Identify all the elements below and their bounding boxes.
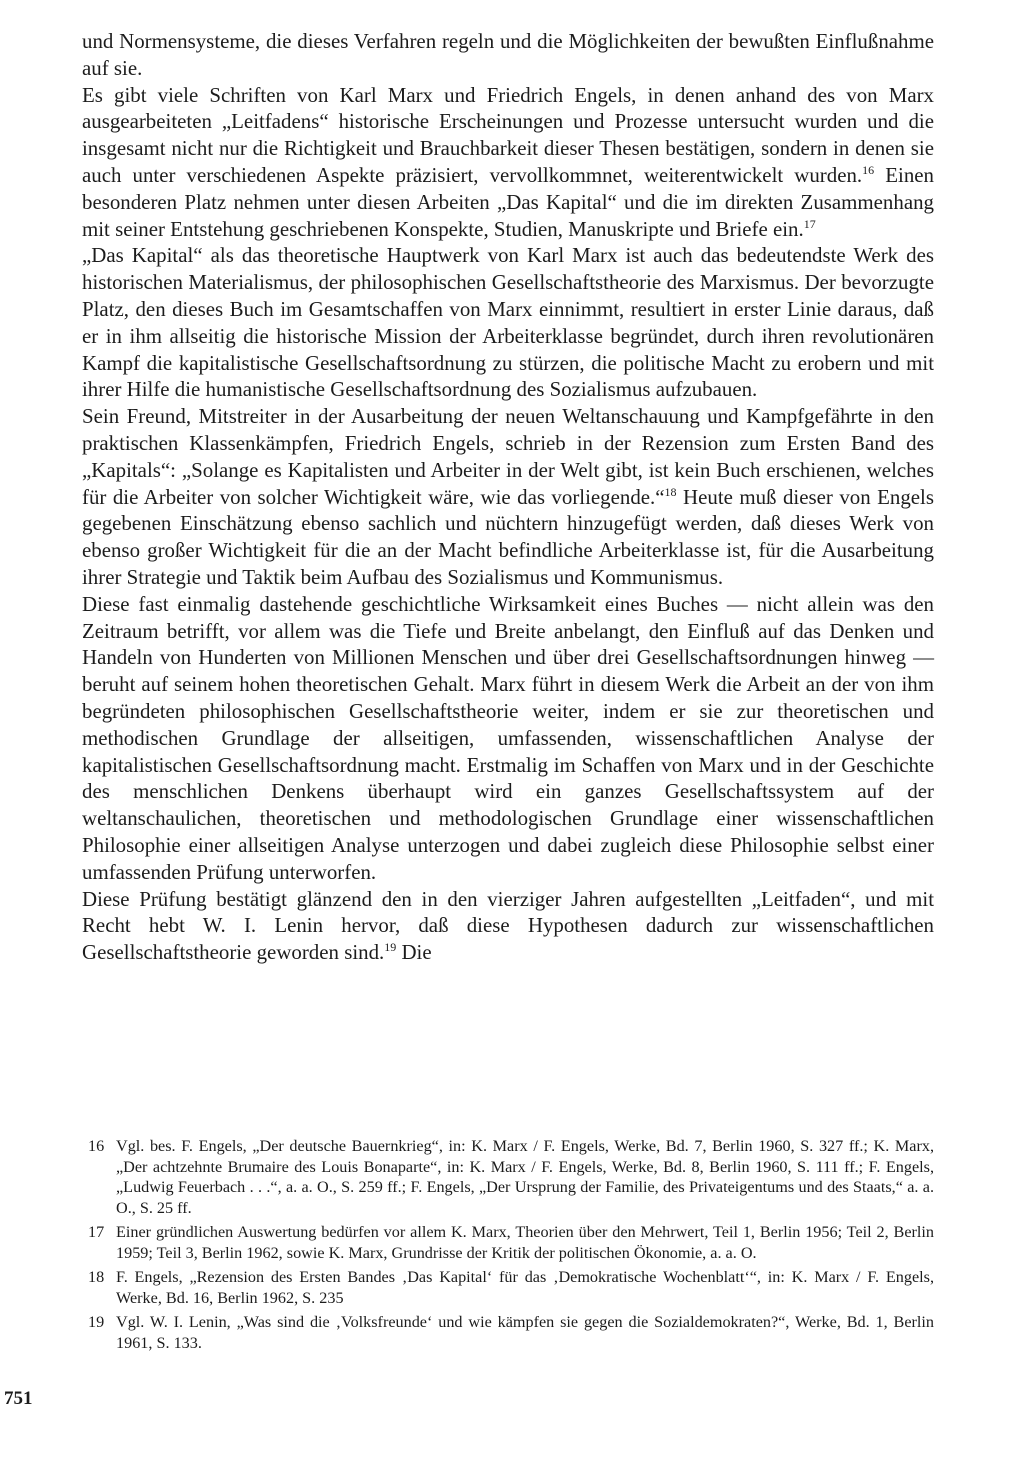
footnote-number: 18 [88,1268,105,1286]
footnote [88,1312,934,1353]
footnote-text: Vgl. bes. F. Engels, „Der deutsche Bauernkrieg“, in: K. Marx / F. Engels, Werke, Bd. 7, Berlin 1960, S. 327 ff.; K. Marx, „Der achtzehnte Brumaire des Louis Bonaparte“, in: K. Marx / F. Engels, Werke, Bd. 8, Berlin 1960, S. 111 ff.; F. Engels, „Ludwig Feuerbach . . .“, a. a. O., S. 259 ff.; F. Engels, „Der Ursprung der Familie, des Privateigentums und des Staats,“ a. a. O., S. 25 ff. [116,1137,934,1217]
footnote-number: 19 [88,1313,105,1331]
paragraph-text: „Das Kapital“ als das theoretische Hauptwerk von Karl Marx ist auch das bedeutendste Werk des historischen Materialismus, der philosophischen Gesellschaftstheorie des Marxismus. Der bevorzugte Platz, den dieses Buch im Gesamtschaffen von Marx einnimmt, resultiert in erster Linie daraus, daß er in ihm allseitig die historische Mission der Arbeiterklasse begründet, durch ihren revolutionären Kampf die kapitalistische Gesellschaftsordnung zu stürzen, die politische Macht zu erobern und mit ihrer Hilfe die humanistische Gesellschaftsordnung des Sozialismus aufzubauen. [82,243,934,402]
paragraph [82,82,934,243]
footnote-marker: 16 [862,162,875,177]
paragraph [82,242,934,403]
paragraph-text: Die [396,940,432,965]
footnote-number: 16 [88,1137,105,1155]
footnote-text: Vgl. W. I. Lenin, „Was sind die ‚Volksfreunde‘ und wie kämpfen sie gegen die Sozialdemokraten?“, Werke, Bd. 1, Berlin 1961, S. 133. [116,1313,934,1352]
paragraph [82,591,934,886]
page-body [82,28,934,966]
paragraph-text: und Normensysteme, die dieses Verfahren regeln und die Möglichkeiten der bewußten Einflußnahme auf sie. [82,29,934,80]
footnote-text: F. Engels, „Rezension des Ersten Bandes ‚Das Kapital‘ für das ‚Demokratische Wochenblatt‘“, in: K. Marx / F. Engels, Werke, Bd. 16, Berlin 1962, S. 235 [116,1268,934,1307]
paragraph [82,403,934,591]
paragraph-text: Es gibt viele Schriften von Karl Marx und Friedrich Engels, in denen anhand des von Marx ausgearbeiteten „Leitfadens“ historische Erscheinungen und Prozesse untersucht wurden und die insgesamt nicht nur die Richtigkeit und Brauchbarkeit dieser Thesen bestätigen, sondern in denen sie auch unter verschiedenen Aspekte präzisiert, vervollkommnet, weiterentwickelt wurden. [82,82,934,187]
footnotes [88,1136,934,1357]
paragraph [82,28,934,82]
footnote-text: Einer gründlichen Auswertung bedürfen vor allem K. Marx, Theorien über den Mehrwert, Teil 1, Berlin 1956; Teil 2, Berlin 1959; Teil 3, Berlin 1962, sowie K. Marx, Grundrisse der Kritik der politischen Ökonomie, a. a. O. [116,1223,934,1262]
paragraph-text: Diese Prüfung bestätigt glänzend den in den vierziger Jahren aufgestellten „Leitfaden“, und mit Recht hebt W. I. Lenin hervor, daß diese Hypothesen dadurch zur wissenschaftlichen Gesellschaftstheorie geworden sind. [82,886,934,965]
footnote-number: 17 [88,1223,105,1241]
paragraph [82,886,934,966]
paragraph-text: Heute muß dieser von Engels gegebenen Einschätzung ebenso sachlich und nüchtern hinzugefügt werden, daß dieses Werk von ebenso großer Wichtigkeit für die an der Macht befindliche Arbeiterklasse ist, für die Ausarbeitung ihrer Strategie und Taktik beim Aufbau des Sozialismus und Kommunismus. [82,484,934,589]
footnote [88,1222,934,1263]
footnote [88,1267,934,1308]
paragraph-text: Diese fast einmalig dastehende geschichtliche Wirksamkeit eines Buches — nicht allein was den Zeitraum betrifft, vor allem was die Tiefe und Breite anbelangt, den Einfluß auf das Denken und Handeln von Hunderten von Millionen Menschen und über drei Gesellschaftsordnungen hinweg — beruht auf seinem hohen theoretischen Gehalt. Marx führt in diesem Werk die Arbeit an der von ihm begründeten philosophischen Gesellschaftstheorie weiter, indem er sie zur theoretischen und methodischen Grundlage der allseitigen, umfassenden, wissenschaftlichen Analyse der kapitalistischen Gesellschaftsordnung macht. Erstmalig im Schaffen von Marx und in der Geschichte des menschlichen Denkens überhaupt wird ein ganzes Gesellschaftssystem auf der weltanschaulichen, theoretischen und methodologischen Grundlage einer wissenschaftlichen Philosophie einer allseitigen Analyse unterzogen und dabei zugleich diese Philosophie selbst einer umfassenden Prüfung unterworfen. [82,591,934,884]
footnote-marker: 17 [803,216,816,231]
footnote-marker: 19 [384,940,397,955]
footnote [88,1136,934,1218]
paragraph-text: Sein Freund, Mitstreiter in der Ausarbeitung der neuen Weltanschauung und Kampfgefährte in den praktischen Klassenkämpfen, Friedrich Engels, schrieb in der Rezension zum Ersten Band des „Kapitals“: „Solange es Kapitalisten und Arbeiter in der Welt gibt, ist kein Buch erschienen, welches für die Arbeiter von solcher Wichtigkeit wäre, wie das vorliegende.“ [82,404,934,509]
footnote-marker: 18 [664,484,677,499]
page-number: 751 [4,1388,33,1409]
main-text [82,28,934,966]
paragraph-text: Einen besonderen Platz nehmen unter diesen Arbeiten „Das Kapital“ und die im direkten Zusammenhang mit seiner Entstehung geschriebenen Konspekte, Studien, Manuskripte und Briefe ein. [82,162,934,241]
